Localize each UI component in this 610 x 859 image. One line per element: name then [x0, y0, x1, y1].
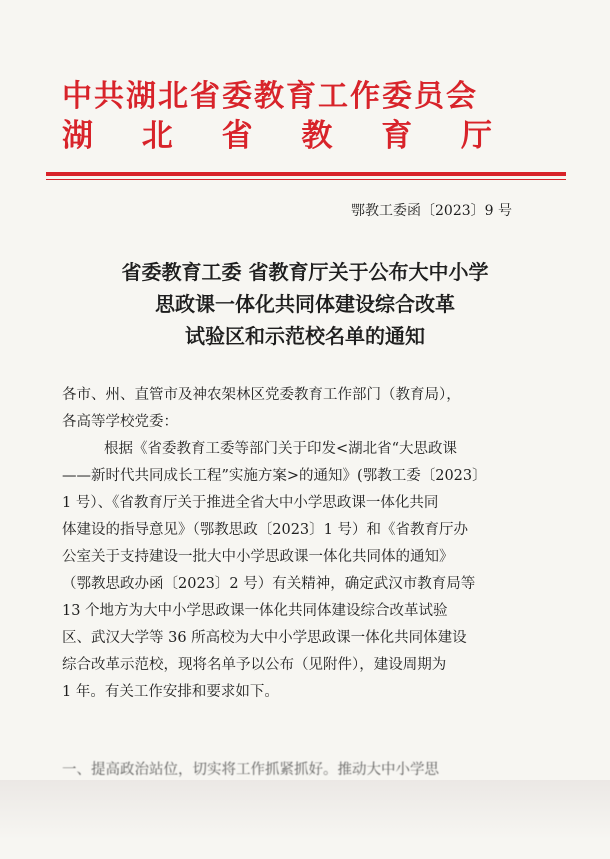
title-line: 思政课一体化共同体建设综合改革: [155, 292, 455, 316]
addressee-line: 各市、州、直管市及神农架林区党委教育工作部门（教育局），: [62, 387, 461, 403]
letterhead-char: 省: [221, 118, 253, 154]
paragraph-line: 区、武汉大学等 36 所高校为大中小学思政课一体化共同体建设: [62, 630, 467, 646]
scan-edge-shadow: [0, 780, 610, 840]
paragraph-line: ——新时代共同成长工程”实施方案>的通知》(鄂教工委〔2023〕: [62, 468, 487, 484]
paragraph-line: 根据《省委教育工委等部门关于印发<湖北省“大思政课: [104, 441, 458, 457]
paragraph-line: 体建设的指导意见》（鄂教思政〔2023〕1 号）和《省教育厅办: [62, 522, 468, 538]
letterhead-char: 湖: [62, 118, 93, 154]
title-line: 省委教育工委 省教育厅关于公布大中小学: [121, 260, 489, 284]
red-rule-thin: [46, 179, 566, 180]
paragraph-line: 综合改革示范校，现将名单予以公布（见附件），建设周期为: [62, 657, 447, 673]
document-title: [60, 256, 550, 352]
letterhead-char: 教: [301, 118, 333, 154]
letterhead-char: 育: [381, 118, 413, 154]
letterhead-line2: [62, 116, 492, 156]
letterhead-line1: 中共湖北省委教育工作委员会: [62, 79, 478, 114]
document-body: [62, 382, 528, 706]
paragraph-line: 1 年。有关工作安排和要求如下。: [62, 684, 279, 700]
paragraph-line: 1 号）、《省教育厅关于推进全省大中小学思政课一体化共同: [62, 495, 439, 511]
addressee-line: 各高等学校党委：: [62, 414, 178, 430]
red-rule-thick: [46, 172, 566, 176]
blurred-section-heading: 一、提高政治站位，切实将工作抓紧抓好。推动大中小学思: [62, 762, 439, 778]
paragraph-line: 公室关于支持建设一批大中小学思政课一体化共同体的通知》: [62, 549, 454, 565]
letterhead-char: 北: [141, 118, 173, 154]
letterhead: [62, 78, 532, 156]
letterhead-char: 厅: [460, 118, 492, 154]
paragraph-line: （鄂教思政办函〔2023〕2 号）有关精神，确定武汉市教育局等: [62, 576, 476, 592]
paragraph-line: 13 个地方为大中小学思政课一体化共同体建设综合改革试验: [62, 603, 448, 619]
document-number: 鄂教工委函〔2023〕9 号: [351, 203, 512, 219]
title-line: 试验区和示范校名单的通知: [185, 324, 425, 348]
